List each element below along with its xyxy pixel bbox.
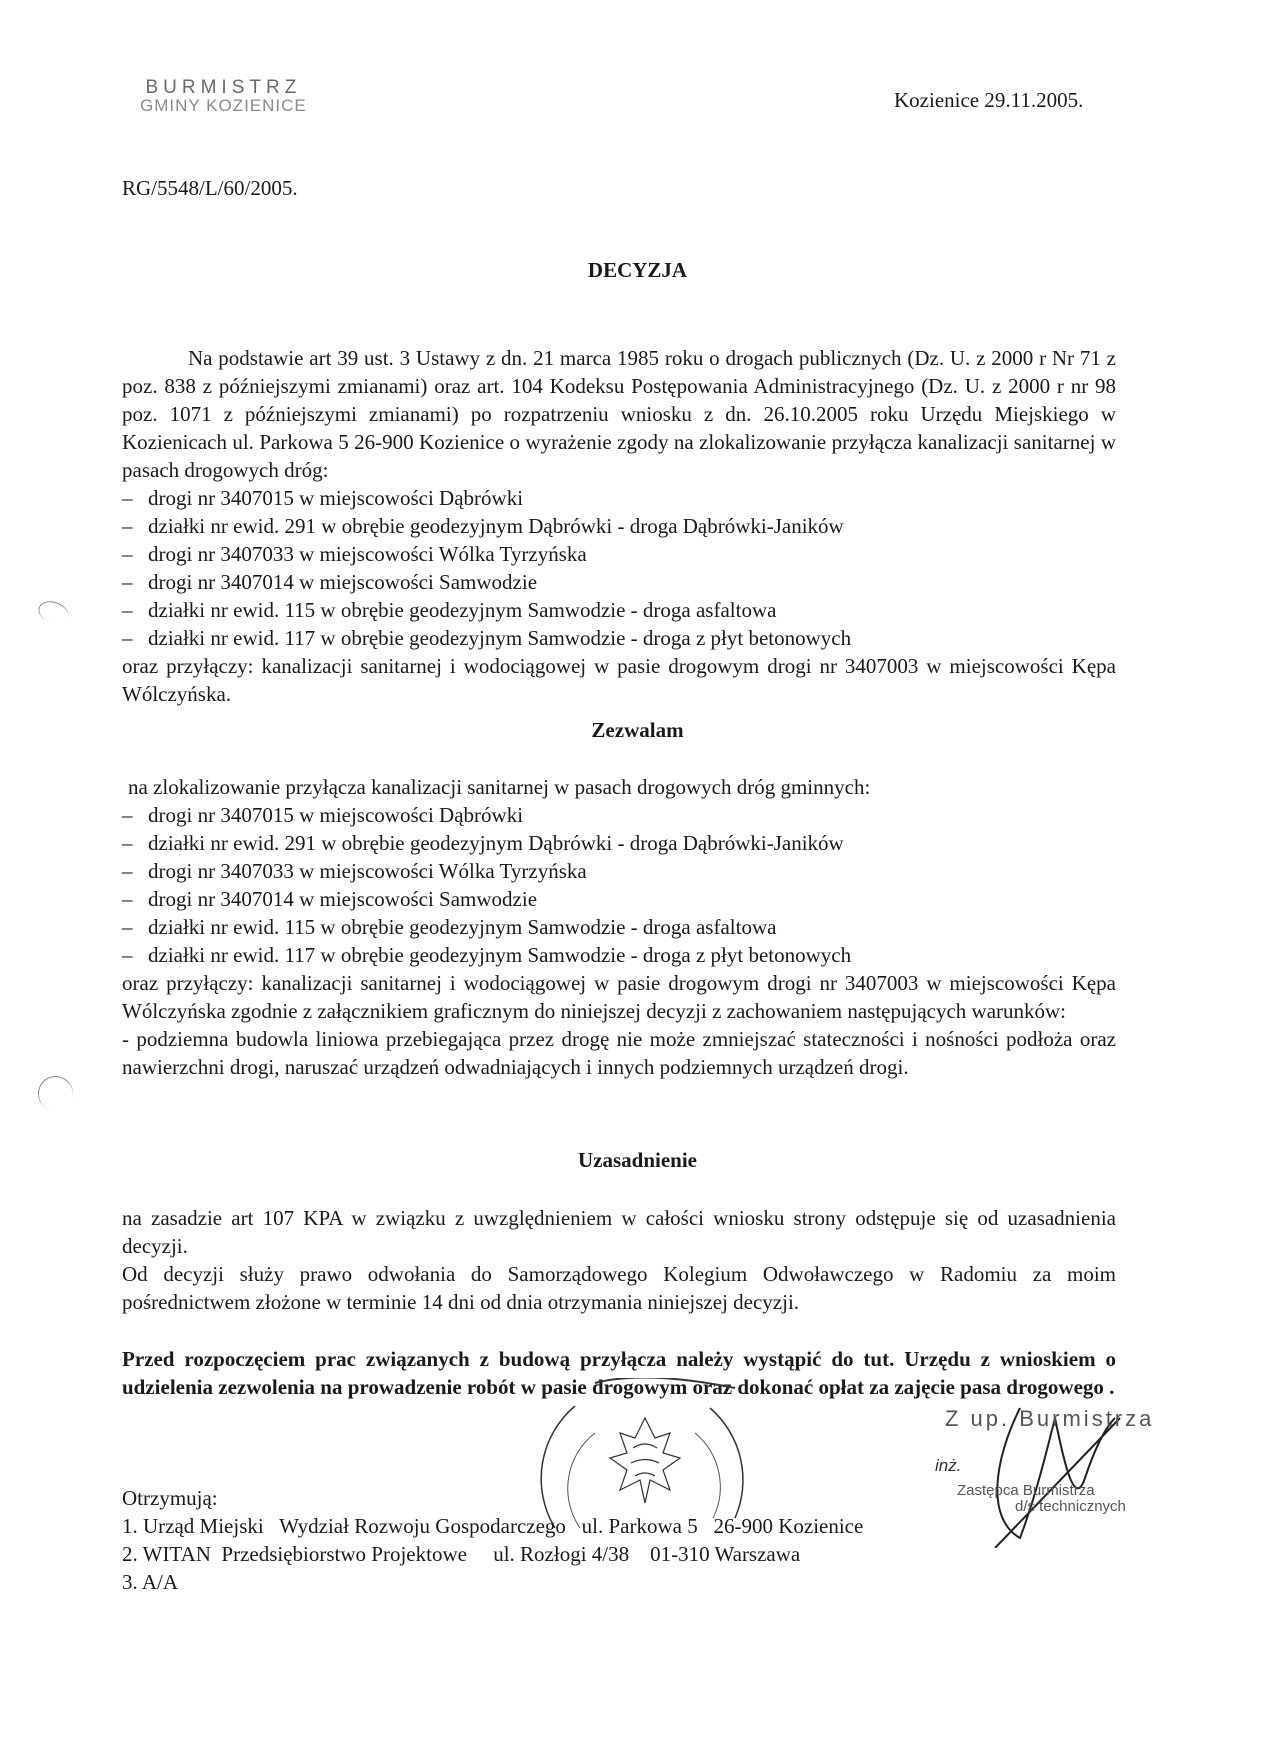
list-item: – drogi nr 3407033 w miejscowości Wólka Tyrzyńska — [122, 857, 1116, 885]
list-item: – działki nr ewid. 115 w obrębie geodezyjnym Samwodzie - droga asfaltowa — [122, 596, 1116, 624]
signature-name: inż. — [935, 1456, 962, 1475]
list-item: – drogi nr 3407014 w miejscowości Samwodzie — [122, 568, 1116, 596]
permit-tail-text: oraz przyłączy: kanalizacji sanitarnej i wodociągowej w pasie drogowym drogi nr 3407003 w miejscowości Kępa Wólczyńska zgodnie z załącznikiem graficznym do niniejszej decyzji z zachowaniem następujących warunków: — [122, 971, 1116, 1023]
list-item: 2. WITAN Przedsiębiorstwo Projektowe ul. Rozłogi 4/38 01-310 Warszawa — [122, 1542, 801, 1566]
signature-block — [925, 1398, 1155, 1548]
legal-basis-paragraph — [122, 344, 1116, 708]
issuer-header-stamp — [140, 78, 307, 114]
justification-text-1: na zasadzie art 107 KPA w związku z uwzględnieniem w całości wniosku strony odstępuje się od uzasadnienia decyzji. — [122, 1206, 1116, 1258]
permit-condition-text: - podziemna budowla liniowa przebiegająca przez drogę nie może zmniejszać stateczności i nośności podłoża oraz nawierzchni drogi, naruszać urządzeń odwadniających i innych podziemnych urządzeń drogi. — [122, 1027, 1116, 1079]
list-item: – drogi nr 3407015 w miejscowości Dąbrówki — [122, 484, 1116, 512]
request-roads-list — [122, 484, 1116, 652]
heading-permit: Zezwalam — [591, 718, 684, 742]
request-tail-text: oraz przyłączy: kanalizacji sanitarnej i wodociągowej w pasie drogowym drogi nr 3407003 w miejscowości Kępa Wólczyńska. — [122, 654, 1116, 706]
justification-paragraph — [122, 1204, 1116, 1316]
list-item: – działki nr ewid. 291 w obrębie geodezyjnym Dąbrówki - droga Dąbrówki-Janików — [122, 512, 1116, 540]
issuer-line1: BURMISTRZ — [145, 77, 302, 98]
permit-roads-list — [122, 801, 1116, 969]
place-date: Kozienice 29.11.2005. — [894, 88, 1084, 112]
issuer-line2: GMINY KOZIENICE — [140, 96, 307, 115]
recipients-label: Otrzymują: — [122, 1486, 218, 1510]
list-item: – działki nr ewid. 291 w obrębie geodezyjnym Dąbrówki - droga Dąbrówki-Janików — [122, 829, 1116, 857]
reference-number: RG/5548/L/60/2005. — [122, 176, 298, 200]
permit-intro-text: na zlokalizowanie przyłącza kanalizacji sanitarnej w pasach drogowych dróg gminnych: — [128, 775, 871, 799]
notice-text: Przed rozpoczęciem prac związanych z budową przyłącza należy wystąpić do tut. Urzędu z wnioskiem o udzielenia zezwolenia na prowadzenie robót w pasie drogowym oraz dokonać opłat za zajęcie pasa drogowego . — [122, 1347, 1116, 1399]
justification-text-2: Od decyzji służy prawo odwołania do Samorządowego Kolegium Odwoławczego w Radomiu za moim pośrednictwem złożone w terminie 14 dni od dnia otrzymania niniejszej decyzji. — [122, 1262, 1116, 1314]
heading-justification: Uzasadnienie — [577, 1148, 697, 1172]
list-item: – drogi nr 3407015 w miejscowości Dąbrówki — [122, 801, 1116, 829]
punch-hole-mark — [35, 597, 71, 627]
signature-on-behalf: Z up. Burmistrza — [945, 1406, 1155, 1431]
recipients-list — [122, 1512, 863, 1596]
legal-basis-text: Na podstawie art 39 ust. 3 Ustawy z dn. 21 marca 1985 roku o drogach publicznych (Dz. U. z 2000 r Nr 71 z poz. 838 z późniejszymi zmianami) oraz art. 104 Kodeksu Postępowania Administracyjnego (Dz. U. z 2000 r nr 98 poz. 1071 z późniejszymi zmianami) po rozpatrzeniu wniosku z dn. 26.10.2005 roku Urzędu Miejskiego w Kozienicach ul. Parkowa 5 26-900 Kozienice o wyrażenie zgody na zlokalizowanie przyłącza kanalizacji sanitarnej w pasach drogowych dróg: — [122, 346, 1116, 482]
signature-role-line2: d/s technicznych — [1015, 1498, 1126, 1515]
list-item: – działki nr ewid. 115 w obrębie geodezyjnym Samwodzie - droga asfaltowa — [122, 913, 1116, 941]
permit-paragraph — [122, 773, 1116, 1081]
list-item: – drogi nr 3407033 w miejscowości Wólka Tyrzyńska — [122, 540, 1116, 568]
list-item: – działki nr ewid. 117 w obrębie geodezyjnym Samwodzie - droga z płyt betonowych — [122, 941, 1116, 969]
list-item: 1. Urząd Miejski Wydział Rozwoju Gospodarczego ul. Parkowa 5 26-900 Kozienice — [122, 1514, 864, 1538]
list-item: 3. A/A — [122, 1570, 179, 1594]
list-item: – drogi nr 3407014 w miejscowości Samwodzie — [122, 885, 1116, 913]
punch-hole-mark — [33, 1071, 78, 1116]
recipients-block — [122, 1484, 863, 1596]
signature-role-line1: Zastępca Burmistrza — [957, 1482, 1095, 1499]
document-title: DECYZJA — [587, 258, 688, 282]
list-item: – działki nr ewid. 117 w obrębie geodezyjnym Samwodzie - droga z płyt betonowych — [122, 624, 1116, 652]
